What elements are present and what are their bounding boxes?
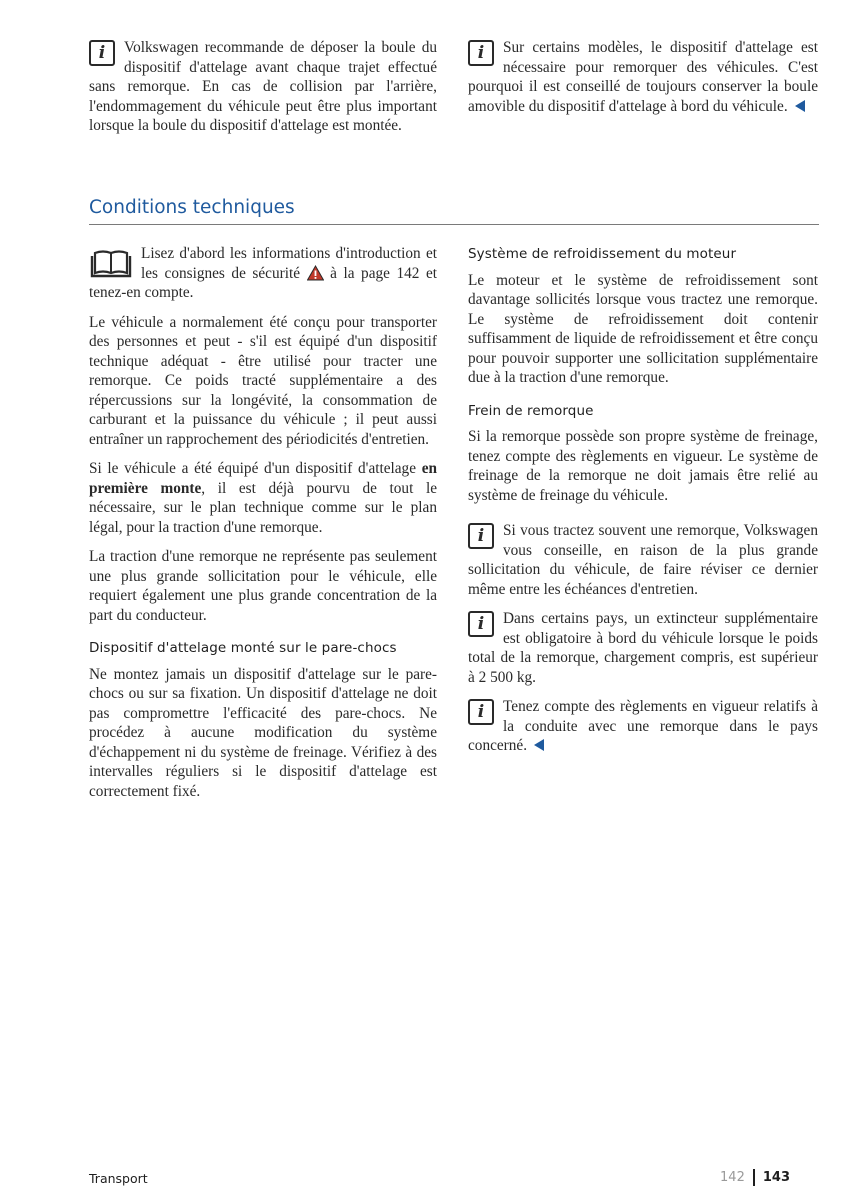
paragraph-purpose: Le véhicule a normalement été conçu pour transporter des personnes et peut - s'il est équipé d'un dispositif technique adéquat - être utilisé pour tracter une remorque. Ce poids tracté supplémentaire a des répercussions sur la longévité, la consommation de carburant et la puissance du véhicule ; il peut aussi entraîner un rapprochement des périodicités d'entretien. [89, 313, 437, 448]
chapter-page-reference: 142 [720, 1170, 745, 1185]
end-of-section-icon [795, 100, 805, 112]
info-icon: i [468, 611, 494, 637]
info-icon: i [468, 40, 494, 66]
paragraph-bumper-mounting: Ne montez jamais un dispositif d'attelage sur le pare-chocs ou sur sa fixation. Un dispositif d'attelage ne doit pas compromettre l'efficacité des pare-chocs. Ne procédez à aucune modification du système d'échappement ni du système de freinage. Vérifiez à des intervalles réguliers si le dispositif d'attelage est correctement fixé. [89, 665, 437, 800]
page-number-separator [753, 1169, 755, 1186]
note-extinguisher [468, 609, 818, 687]
top-left-note [89, 38, 437, 146]
subheading-cooling-system: Système de refroidissement du moteur [468, 246, 737, 262]
subheading-trailer-brake: Frein de remorque [468, 402, 594, 419]
paragraph-factory-fitted [89, 459, 437, 537]
intro-text-end: à la page 142 et tenez-en compte. [89, 264, 438, 301]
paragraph-trailer-brake: Si la remorque possède son propre système de freinage, tenez compte des règlements en vigueur. Le système de freinage de la remorque ne doit jamais être relié au système de freinage du véhicule. [468, 428, 818, 504]
footer-chapter-title: Transport [89, 1171, 148, 1186]
left-column [89, 244, 437, 811]
top-left-note-text: Volkswagen recommande de déposer la boule du dispositif d'attelage avant chaque trajet effectué sans remorque. En cas de collision par l'arrière, l'endommagement du véhicule peut être plus important lorsque la boule du dispositif d'attelage est montée. [89, 39, 437, 134]
info-icon: i [89, 40, 115, 66]
note-servicing [468, 521, 818, 599]
note-servicing-text: Si vous tractez souvent une remorque, Volkswagen vous conseille, en raison de la plus grande sollicitation du véhicule, de faire réviser ce dernier même entre les échéances d'entretien. [468, 522, 818, 598]
note-regulations [468, 697, 818, 756]
right-column [468, 245, 818, 766]
paragraph-driver-concentration: La traction d'une remorque ne représente pas seulement une plus grande sollicitation pour le véhicule, elle requiert également une plus grande concentration de la part du conducteur. [89, 548, 437, 624]
section-divider [89, 224, 819, 225]
paragraph-factory-fitted-end: , il est déjà pourvu de tout le nécessaire, sur le plan technique comme sur le plan légal, pour la traction d'une remorque. [89, 479, 437, 536]
top-right-note-text: Sur certains modèles, le dispositif d'attelage est nécessaire pour remorquer des véhicules. C'est pourquoi il est conseillé de toujours conserver la boule amovible du dispositif d'attelage à bord du véhicule. [468, 39, 818, 115]
footer-page-numbers [720, 1169, 790, 1186]
warning-triangle-icon [307, 265, 324, 281]
intro-paragraph [89, 244, 437, 303]
note-regulations-text: Tenez compte des règlements en vigueur relatifs à la conduite avec une remorque dans le pays concerné. [468, 698, 818, 754]
intro-text-start: Lisez d'abord les informations d'introduction et les consignes de sécurité [141, 245, 437, 282]
subheading-bumper-mounting: Dispositif d'attelage monté sur le pare-chocs [89, 640, 397, 656]
emphasis-first-fitting: en première monte [89, 460, 437, 497]
info-icon: i [468, 523, 494, 549]
note-extinguisher-text: Dans certains pays, un extincteur supplémentaire est obligatoire à bord du véhicule lorsque le poids total de la remorque, chargement compris, est supérieur à 2 500 kg. [468, 610, 818, 686]
info-icon: i [468, 699, 494, 725]
book-icon [89, 248, 133, 278]
paragraph-factory-fitted-start: Si le véhicule a été équipé d'un dispositif d'attelage [89, 460, 416, 477]
page-number: 143 [762, 1170, 790, 1185]
section-title: Conditions techniques [89, 197, 295, 218]
paragraph-cooling-system: Le moteur et le système de refroidissement sont davantage sollicités lorsque vous tractez une remorque. Le système de refroidissement doit contenir suffisamment de liquide de refroidissement et être conçu pour pouvoir supporter une sollicitation supplémentaire due à la traction d'une remorque. [468, 271, 818, 386]
end-of-section-icon [534, 739, 544, 751]
top-right-note [468, 38, 818, 126]
